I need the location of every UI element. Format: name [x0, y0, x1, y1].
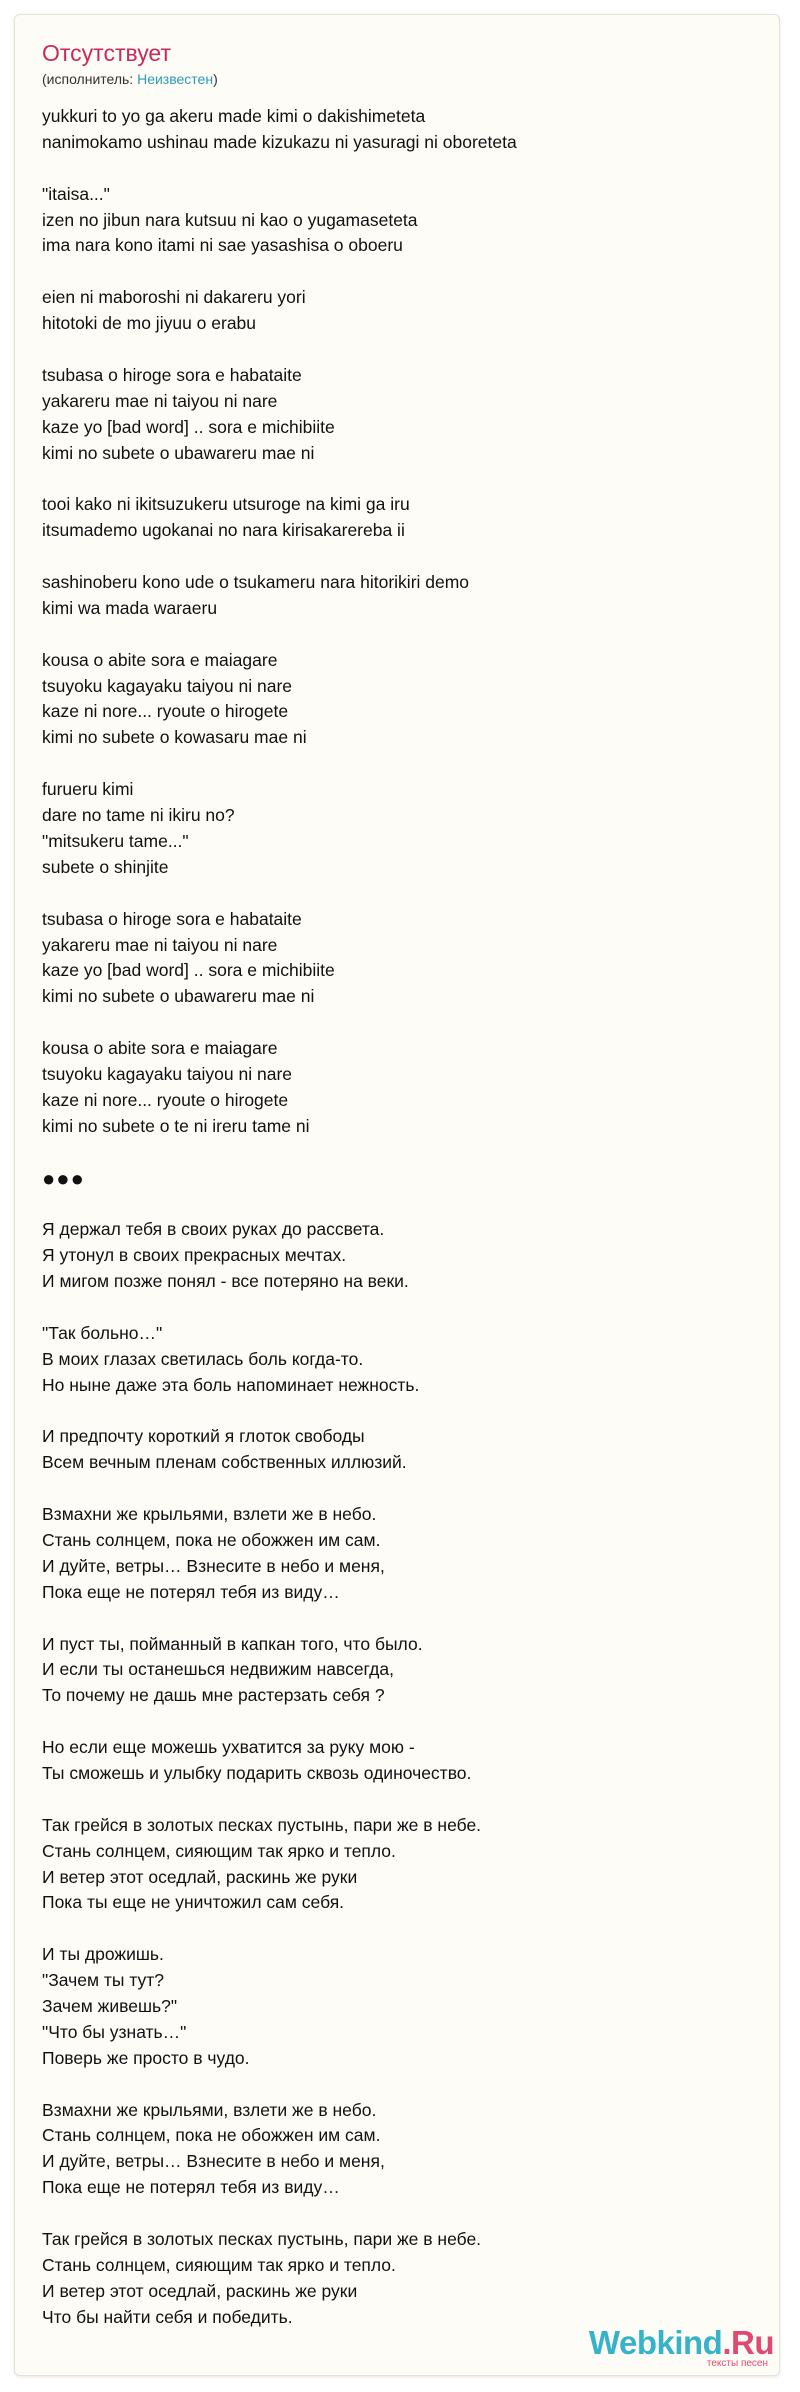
lyric-line: itsumademo ugokanai no nara kirisakarereba ii [42, 520, 405, 541]
lyric-line: kaze yo [bad word] .. sora e michibiite [42, 416, 335, 437]
lyric-line: И если ты останешься недвижим навсегда, [42, 1659, 394, 1680]
lyric-line: Так грейся в золотых песках пустынь, пари же в небе. [42, 2229, 482, 2250]
romaji-stanza [42, 182, 762, 260]
russian-stanza [42, 1321, 762, 1399]
lyrics-romaji [42, 104, 762, 1140]
lyric-line: И ветер этот оседлай, раскинь же руки [42, 1866, 358, 1887]
lyric-line: Стань солнцем, сияющим так ярко и тепло. [42, 1840, 396, 1861]
romaji-stanza [42, 363, 762, 467]
lyric-line: kimi no subete o ubawareru mae ni [42, 442, 315, 463]
lyric-line: subete o shinjite [42, 856, 169, 877]
lyric-line: "Зачем ты тут? [42, 1970, 165, 1991]
lyric-line: И предпочту короткий я глоток свободы [42, 1426, 365, 1447]
romaji-stanza [42, 648, 762, 752]
lyric-line: И мигом позже понял - все потеряно на веки. [42, 1271, 409, 1292]
lyric-line: Я утонул в своих прекрасных мечтах. [42, 1245, 347, 1266]
romaji-stanza [42, 777, 762, 881]
lyrics-text [42, 104, 762, 2356]
lyric-line: eien ni maboroshi ni dakareru yori [42, 287, 306, 308]
lyric-line: sashinoberu kono ude o tsukameru nara hitorikiri demo [42, 572, 470, 593]
lyric-line: yakareru mae ni taiyou ni nare [42, 390, 278, 411]
lyric-line: tsuyoku kagayaku taiyou ni nare [42, 675, 293, 696]
lyric-line: kaze ni nore... ryoute o hirogete [42, 701, 289, 722]
lyric-line: yakareru mae ni taiyou ni nare [42, 934, 278, 955]
lyric-line: tooi kako ni ikitsuzukeru utsuroge na kimi ga iru [42, 494, 410, 515]
lyric-line: kaze ni nore... ryoute o hirogete [42, 1089, 289, 1110]
lyric-line: "itaisa..." [42, 183, 110, 204]
russian-stanza [42, 1424, 762, 1476]
lyric-line: hitotoki de mo jiyuu o erabu [42, 313, 257, 334]
russian-stanza [42, 1942, 762, 2071]
romaji-stanza [42, 1036, 762, 1140]
lyric-line: В моих глазах светилась боль когда-то. [42, 1348, 364, 1369]
lyric-line: Поверь же просто в чудо. [42, 2047, 250, 2068]
lyric-line: Пока еще не потерял тебя из виду… [42, 1581, 340, 1602]
lyric-line: nanimokamo ushinau made kizukazu ni yasuragi ni oboreteta [42, 131, 517, 152]
russian-stanza [42, 2227, 762, 2331]
lyric-line: Стань солнцем, пока не обожжен им сам. [42, 1529, 381, 1550]
lyric-line: Ты сможешь и улыбку подарить сквозь одиночество. [42, 1763, 472, 1783]
lyric-line: "Что бы узнать…" [42, 2021, 187, 2042]
russian-stanza [42, 1217, 762, 1295]
artist-suffix: ) [213, 71, 218, 87]
lyric-line: kaze yo [bad word] .. sora e michibiite [42, 960, 335, 981]
lyric-line: "mitsukeru tame..." [42, 830, 189, 851]
song-title: Отсутствует [42, 40, 171, 66]
lyric-line: Зачем живешь?" [42, 1996, 178, 2017]
lyric-line: И дуйте, ветры… Взнесите в небо и меня, [42, 2151, 385, 2172]
russian-stanza [42, 1632, 762, 1710]
lyric-line: Что бы найти себя и победить. [42, 2306, 293, 2327]
logo-tld: .Ru [722, 2324, 774, 2361]
romaji-stanza [42, 492, 762, 544]
lyric-line: Стань солнцем, пока не обожжен им сам. [42, 2125, 381, 2146]
lyric-line: kousa o abite sora e maiagare [42, 649, 278, 670]
lyric-line: И дуйте, ветры… Взнесите в небо и меня, [42, 1555, 385, 1576]
lyric-line: tsuyoku kagayaku taiyou ni nare [42, 1063, 293, 1084]
artist-line [42, 71, 218, 87]
romaji-stanza [42, 285, 762, 337]
lyric-line: И ты дрожишь. [42, 1944, 164, 1965]
russian-stanza [42, 1813, 762, 1917]
lyric-line: То почему не дашь мне растерзать себя ? [42, 1685, 385, 1706]
russian-stanza [42, 2098, 762, 2202]
lyric-line: dare no tame ni ikiru no? [42, 805, 235, 826]
russian-stanza [42, 1502, 762, 1606]
lyric-line: furueru kimi [42, 779, 134, 800]
lyric-line: Всем вечным пленам собственных иллюзий. [42, 1452, 407, 1473]
lyric-line: Я держал тебя в своих руках до рассвета. [42, 1219, 385, 1240]
section-separator: ●●● [42, 1165, 85, 1191]
romaji-stanza [42, 104, 762, 156]
lyric-line: И пуст ты, пойманный в капкан того, что было. [42, 1633, 423, 1654]
lyric-line: izen no jibun nara kutsuu ni kao o yugamaseteta [42, 209, 418, 230]
site-logo[interactable] [589, 2326, 774, 2370]
lyric-line: ima nara kono itami ni sae yasashisa o oboeru [42, 235, 403, 256]
lyric-line: Пока еще не потерял тебя из виду… [42, 2177, 340, 2198]
lyric-line: kimi wa mada waraeru [42, 597, 218, 618]
lyric-line: kimi no subete o te ni ireru tame ni [42, 1115, 310, 1136]
lyric-line: tsubasa o hiroge sora e habataite [42, 908, 302, 929]
lyric-line: "Так больно…" [42, 1322, 163, 1343]
artist-link[interactable]: Неизвестен [137, 71, 214, 87]
romaji-stanza [42, 907, 762, 1011]
lyric-line: Стань солнцем, сияющим так ярко и тепло. [42, 2254, 396, 2275]
logo-brand: Webkind [588, 2324, 723, 2361]
romaji-stanza [42, 570, 762, 622]
lyric-line: kousa o abite sora e maiagare [42, 1038, 278, 1059]
logo-tagline: тексты песен [706, 2358, 768, 2369]
lyrics-russian [42, 1217, 762, 2330]
lyric-line: Но если еще можешь ухватится за руку мою - [42, 1737, 415, 1758]
lyric-line: Так грейся в золотых песках пустынь, пари же в небе. [42, 1814, 482, 1835]
lyric-line: Взмахни же крыльями, взлети же в небо. [42, 1504, 377, 1525]
lyric-line: Но ныне даже эта боль напоминает нежность. [42, 1374, 420, 1395]
lyric-line: Пока ты еще не уничтожил сам себя. [42, 1892, 345, 1913]
lyric-line: И ветер этот оседлай, раскинь же руки [42, 2280, 358, 2301]
lyric-line: Взмахни же крыльями, взлети же в небо. [42, 2099, 377, 2120]
logo-wordmark [589, 2326, 774, 2360]
artist-prefix: (исполнитель: [42, 71, 138, 87]
russian-stanza [42, 1735, 762, 1787]
lyric-line: yukkuri to yo ga akeru made kimi o dakishimeteta [42, 106, 426, 126]
lyric-line: kimi no subete o ubawareru mae ni [42, 986, 315, 1007]
lyric-line: kimi no subete o kowasaru mae ni [42, 727, 307, 748]
lyric-line: tsubasa o hiroge sora e habataite [42, 364, 302, 385]
